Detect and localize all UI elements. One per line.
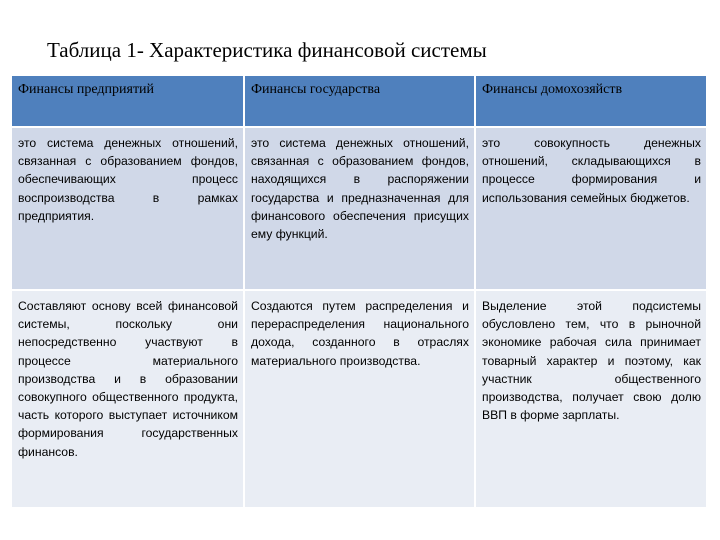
header-household-finance: Финансы домохозяйств bbox=[475, 75, 707, 127]
table-row-definition bbox=[11, 127, 707, 290]
cell-state-definition: это система денежных отношений, связанная с образованием фондов, находящихся в распоряжении государства и предназначенная для финансового обеспечения присущих ему функций. bbox=[244, 127, 475, 290]
cell-household-role: Выделение этой подсистемы обусловлено тем, что в рыночной экономике рабочая сила принимает товарный характер и поэтому, как участник общественного производства, получает свою долю ВВП в форме зарплаты. bbox=[475, 290, 707, 508]
cell-enterprise-definition: это система денежных отношений, связанная с образованием фондов, обеспечивающих процесс воспроизводства в рамках предприятия. bbox=[11, 127, 244, 290]
table-header-row bbox=[11, 75, 707, 127]
table-row-role bbox=[11, 290, 707, 508]
cell-state-role: Создаются путем распределения и перераспределения национального дохода, созданного в отраслях материального производства. bbox=[244, 290, 475, 508]
header-state-finance: Финансы государства bbox=[244, 75, 475, 127]
page-title: Таблица 1- Характеристика финансовой системы bbox=[47, 38, 487, 62]
cell-household-definition: это совокупность денежных отношений, складывающихся в процессе формирования и использования семейных бюджетов. bbox=[475, 127, 707, 290]
cell-enterprise-role: Составляют основу всей финансовой системы, поскольку они непосредственно участвуют в процессе материального производства и в образовании совокупного общественного продукта, часть которого выступает источником формирования государственных финансов. bbox=[11, 290, 244, 508]
header-enterprise-finance: Финансы предприятий bbox=[11, 75, 244, 127]
finance-system-table bbox=[10, 74, 708, 509]
